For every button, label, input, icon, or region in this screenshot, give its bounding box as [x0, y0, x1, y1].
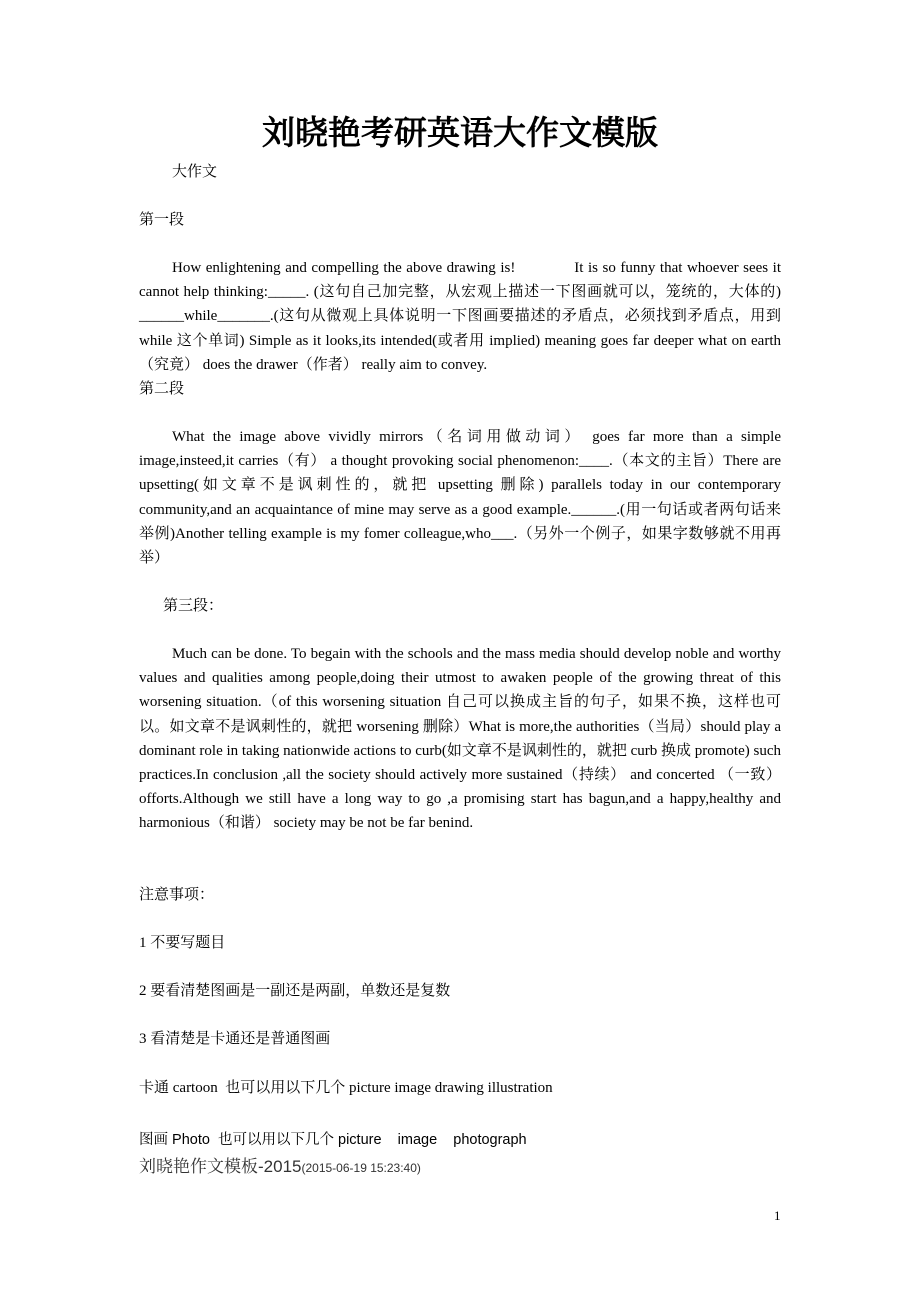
notes-heading: 注意事项： [139, 887, 215, 903]
page-number: 1 [774, 1208, 781, 1223]
section2-heading: 第二段 [139, 381, 185, 397]
cartoon-note: 卡通 cartoon 也可以用以下几个 picture image drawing illustration [139, 1080, 553, 1096]
note-item: 1 不要写题目 [139, 935, 226, 951]
footer-title [139, 1152, 421, 1177]
section1-paragraph: How enlightening and compelling the above drawing is! It is so funny that whoever sees it cannot help thinking:_____. (这句自己加完整，从宏观上描述一下图画就可以，笼统的，大体的) ______while_______.(这句从微观上具体说明一下图画要描述的矛盾点，必须找到矛盾点，用到 while 这个单词) Simple as it looks,its intended(或者用 implied) meaning goes far deeper what on earth（究竟） does the drawer（作者） really aim to convey. [139, 260, 781, 373]
footer-timestamp: (2015-06-19 15:23:40) [301, 1161, 421, 1175]
section3-heading: 第三段： [163, 598, 224, 614]
footer-title-text: 刘晓艳作文模板-2015 [139, 1157, 302, 1176]
note-item: 3 看清楚是卡通还是普通图画 [139, 1031, 331, 1047]
subtitle: 大作文 [172, 164, 218, 180]
section2-paragraph: What the image above vividly mirrors（名词用做动词） goes far more than a simple image,insteed,it carries（有） a thought provoking social phenomenon:____.（本文的主旨）There are upsetting(如文章不是讽刺性的，就把 upsetting 删除) parallels today in our contemporary community,and an acquaintance of mine may serve as a good example.______.(用一句话或者两句话来举例)Another telling example is my fomer colleague,who___.（另外一个例子，如果字数够就不用再举） [139, 429, 781, 567]
document-title: 刘晓艳考研英语大作文模版 [262, 116, 658, 152]
section3-paragraph: Much can be done. To begain with the schools and the mass media should develop noble and worthy values and qualities among people,doing their utmost to awaken people of the growing threat of this worsening situation.（of this worsening situation 自己可以换成主旨的句子，如果不换，这样也可以。如文章不是讽刺性的，就把 worsening 删除）What is more,the authorities（当局）should play a dominant role in taking nationwide actions to curb(如文章不是讽刺性的，就把 curb 换成 promote) such practices.In conclusion ,all the society should actively more sustained（持续） and concerted （一致）offorts.Although we still have a long way to go ,a promising start has bagun,and a happy,healthy and harmonious（和谐） society may be not be far benind. [139, 646, 781, 832]
section1-heading: 第一段 [139, 212, 185, 228]
note-item: 2 要看清楚图画是一副还是两副，单数还是复数 [139, 983, 451, 999]
photo-note: 图画 Photo 也可以用以下几个 picture image photograph [139, 1132, 527, 1148]
